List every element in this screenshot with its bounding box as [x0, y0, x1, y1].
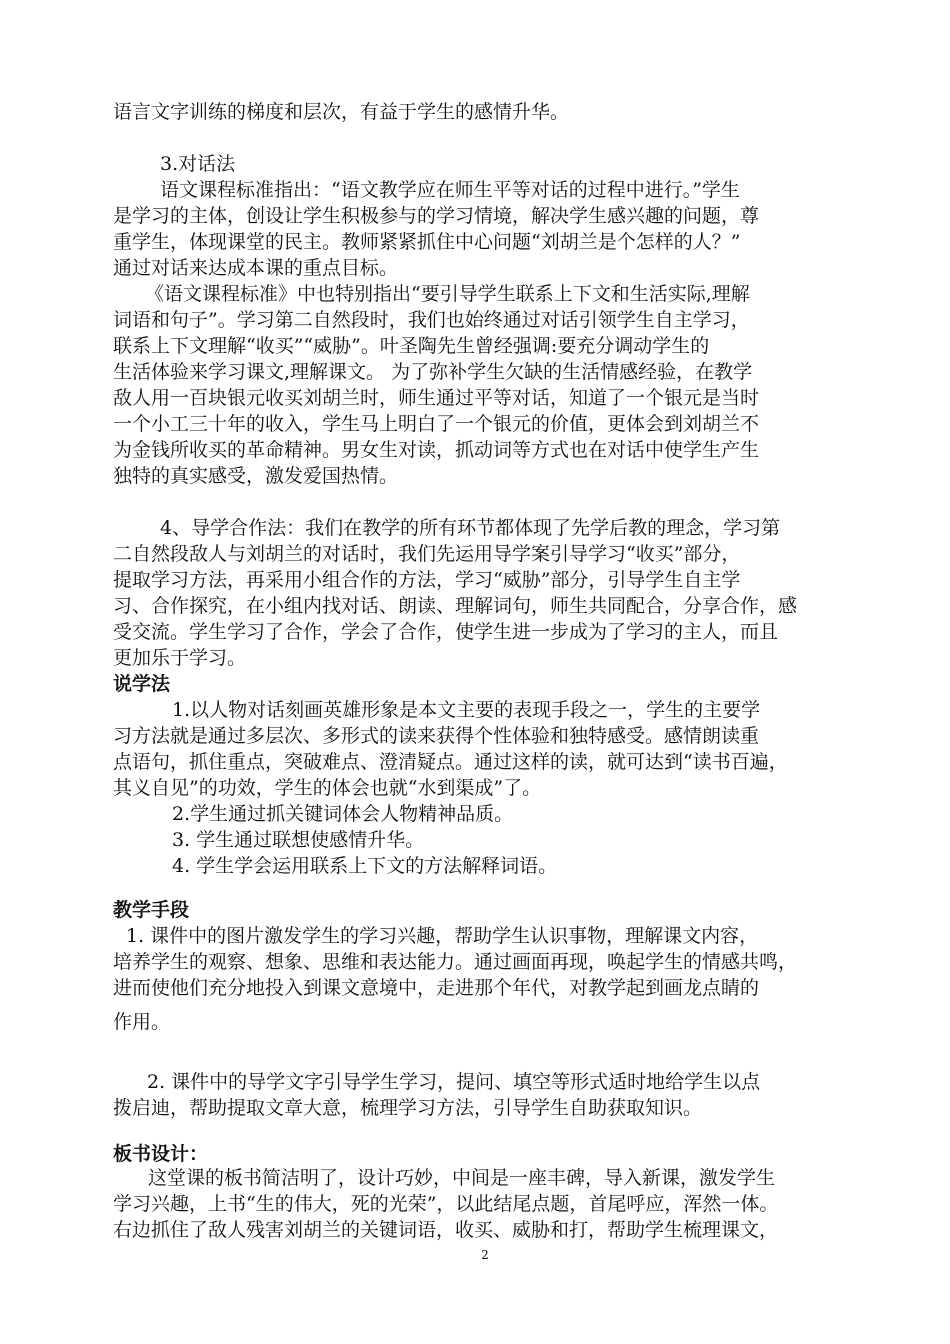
text-line: 4、导学合作法：我们在教学的所有环节都体现了先学后教的理念，学习第 [160, 517, 781, 539]
text-line: 1.以人物对话刻画英雄形象是本文主要的表现手段之一，学生的主要学 [172, 699, 761, 721]
text-line: 《语文课程标准》中也特别指出“要引导学生联系上下文和生活实际,理解 [145, 283, 750, 305]
section-heading-teaching-means: 教学手段 [113, 899, 190, 921]
text-line: 独特的真实感受，激发爱国热情。 [113, 465, 399, 487]
text-line: 语言文字训练的梯度和层次，有益于学生的感情升华。 [113, 101, 570, 123]
text-line: 通过对话来达成本课的重点目标。 [113, 257, 399, 279]
text-line: 习、合作探究，在小组内找对话、朗读、理解词句，师生共同配合，分享合作，感 [113, 595, 798, 617]
text-line: 右边抓住了敌人残害刘胡兰的关键词语，收买、威胁和打，帮助学生梳理课文， [113, 1219, 779, 1241]
text-line: 一个小工三十年的收入，学生马上明白了一个银元的价值，更体会到刘胡兰不 [113, 413, 760, 435]
page-number: 2 [481, 1248, 489, 1262]
section-heading-learning-methods: 说学法 [113, 673, 171, 695]
text-line: 作用。 [113, 1011, 171, 1033]
section-title-dialogue-method: 3.对话法 [160, 153, 236, 175]
text-line: 4. 学生学会运用联系上下文的方法解释词语。 [172, 855, 558, 877]
text-line: 2. 课件中的导学文字引导学生学习，提问、填空等形式适时地给学生以点 [147, 1071, 761, 1093]
text-line: 语文课程标准指出：“语文教学应在师生平等对话的过程中进行。”学生 [160, 179, 740, 201]
text-line: 2.学生通过抓关键词体会人物精神品质。 [172, 803, 514, 825]
text-line: 重学生，体现课堂的民主。教师紧紧抓住中心问题“刘胡兰是个怎样的人？” [113, 231, 741, 253]
text-line: 1. 课件中的图片激发学生的学习兴趣，帮助学生认识事物，理解课文内容， [126, 925, 759, 947]
text-line: 进而使他们充分地投入到课文意境中，走进那个年代，对教学起到画龙点睛的 [113, 977, 760, 999]
text-line: 学习兴趣，上书“生的伟大，死的光荣”，以此结尾点题，首尾呼应，浑然一体。 [113, 1193, 779, 1215]
text-line: 敌人用一百块银元收买刘胡兰时，师生通过平等对话，知道了一个银元是当时 [113, 387, 760, 409]
text-line: 这堂课的板书简洁明了，设计巧妙，中间是一座丰碑，导入新课，激发学生 [148, 1167, 776, 1189]
text-line: 生活体验来学习课文,理解课文。 为了弥补学生欠缺的生活情感经验，在教学 [113, 361, 753, 383]
text-line: 其义自见”的功效，学生的体会也就“水到渠成”了。 [113, 777, 542, 799]
section-heading-board-design: 板书设计： [113, 1143, 209, 1165]
text-line: 是学习的主体，创设让学生积极参与的学习情境，解决学生感兴趣的问题，尊 [113, 205, 760, 227]
text-line: 习方法就是通过多层次、多形式的读来获得个性体验和独特感受。感情朗读重 [113, 725, 760, 747]
text-line: 为金钱所收买的革命精神。男女生对读，抓动词等方式也在对话中使学生产生 [113, 439, 760, 461]
text-line: 点语句，抓住重点，突破难点、澄清疑点。通过这样的读，就可达到“读书百遍， [113, 751, 788, 773]
text-line: 培养学生的观察、想象、思维和表达能力。通过画面再现，唤起学生的情感共鸣， [113, 951, 798, 973]
text-line: 提取学习方法，再采用小组合作的方法，学习“威胁”部分，引导学生自主学 [113, 569, 741, 591]
text-line: 词语和句子”。学习第二自然段时，我们也始终通过对话引领学生自主学习， [113, 309, 750, 331]
text-line: 3. 学生通过联想使感情升华。 [172, 829, 425, 851]
text-line: 受交流。学生学习了合作，学会了合作，使学生进一步成为了学习的主人，而且 [113, 621, 779, 643]
text-line: 二自然段敌人与刘胡兰的对话时，我们先运用导学案引导学习“收买”部分， [113, 543, 741, 565]
text-line: 拨启迪，帮助提取文章大意，梳理学习方法，引导学生自助获取知识。 [113, 1097, 703, 1119]
text-line: 联系上下文理解“收买”“威胁”。叶圣陶先生曾经强调:要充分调动学生的 [113, 335, 710, 357]
text-line: 更加乐于学习。 [113, 647, 247, 669]
